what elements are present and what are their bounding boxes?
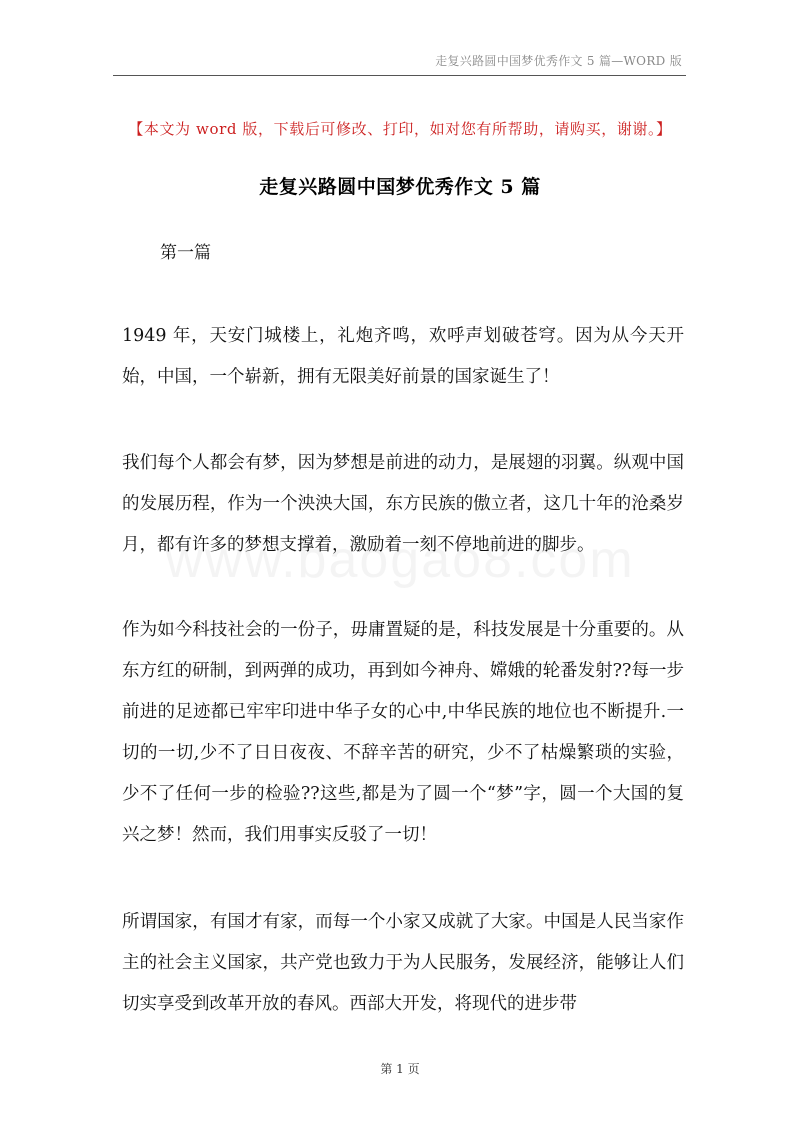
header-divider [113,75,686,76]
paragraph-3: 作为如今科技社会的一份子，毋庸置疑的是，科技发展是十分重要的。从东方红的研制，到两弹的成功，再到如今神舟、嫦娥的轮番发射??每一步前进的足迹都已牢牢印进中华子女的心中,中华民族的地位也不断提升.一切的一切,少不了日日夜夜、不辞辛苦的研究，少不了枯燥繁琐的实验，少不了任何一步的检验??这些,都是为了圆一个“梦”字，圆一个大国的复兴之梦！然而，我们用事实反驳了一切！ [122,620,684,845]
purchase-notice: 【本文为 word 版，下载后可修改、打印，如对您有所帮助，请购买，谢谢。】 [128,120,672,138]
page-number: 第 1 页 [380,1062,420,1076]
paragraph-2: 我们每个人都会有梦，因为梦想是前进的动力，是展翅的羽翼。纵观中国的发展历程，作为一个泱泱大国，东方民族的傲立者，这几十年的沧桑岁月，都有许多的梦想支撑着，激励着一刻不停地前进的脚步。 [122,453,684,555]
paragraph-1: 1949 年，天安门城楼上，礼炮齐鸣，欢呼声划破苍穹。因为从今天开始，中国，一个崭新，拥有无限美好前景的国家诞生了！ [122,326,684,387]
document-title: 走复兴路圆中国梦优秀作文 5 篇 [259,176,541,198]
running-header: 走复兴路圆中国梦优秀作文 5 篇—WORD 版 [435,54,682,68]
paragraph-4: 所谓国家，有国才有家，而每一个小家又成就了大家。中国是人民当家作主的社会主义国家，共产党也致力于为人民服务，发展经济，能够让人们切实享受到改革开放的春风。西部大开发，将现代的进步带 [122,912,684,1014]
section-heading: 第一篇 [160,243,211,263]
